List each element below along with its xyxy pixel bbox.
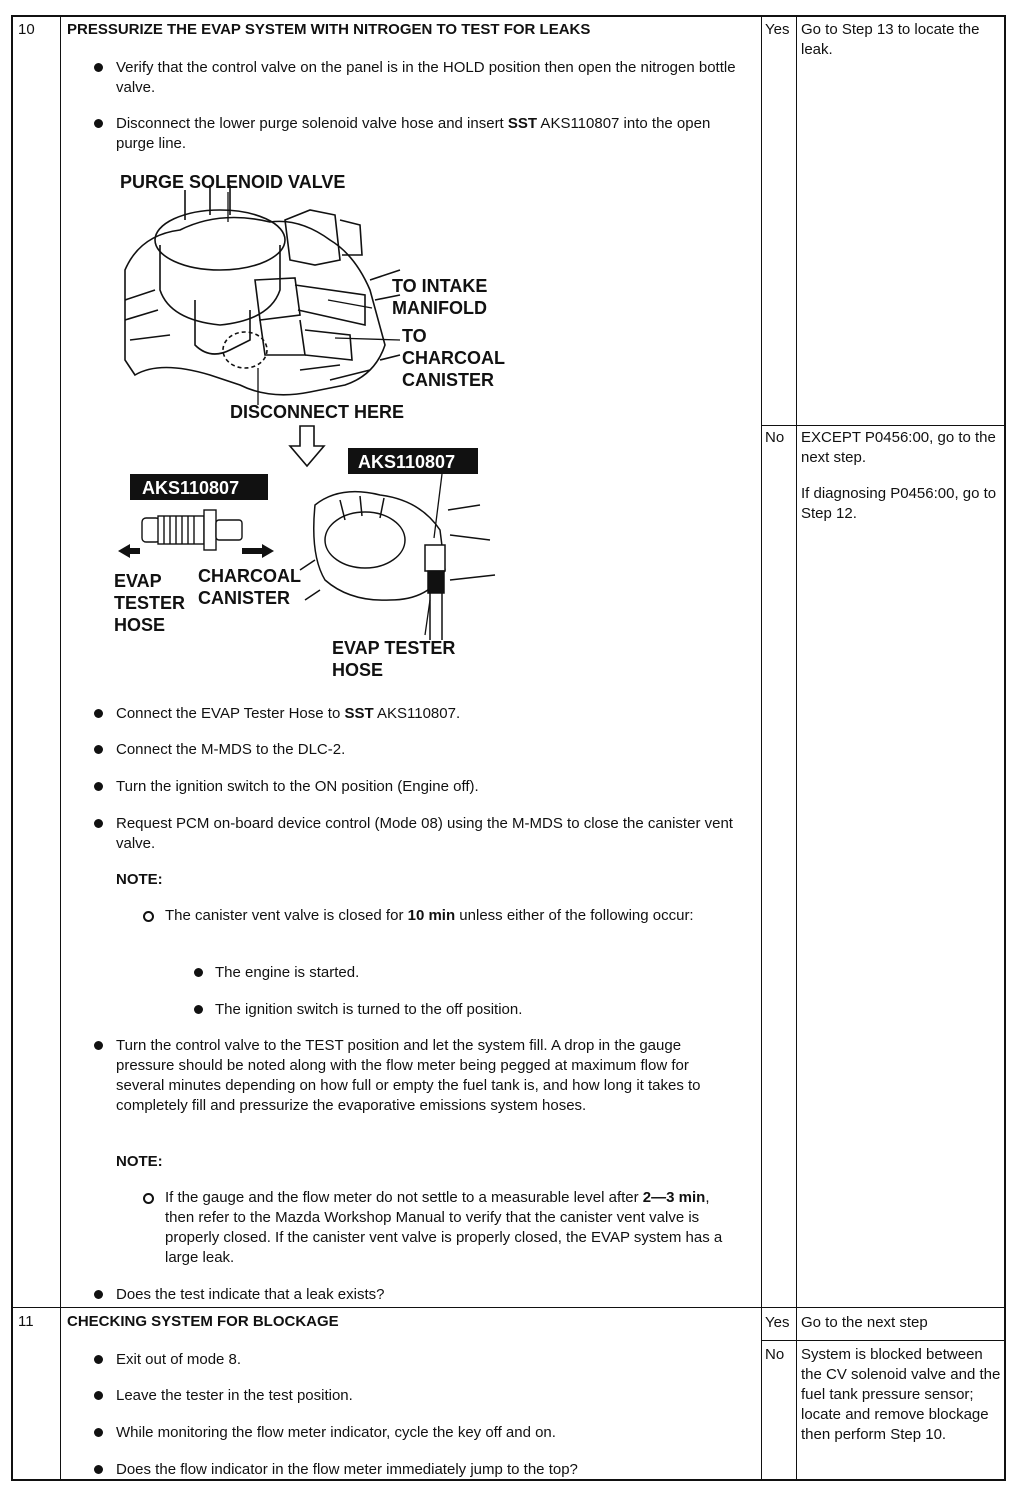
instruction-text: Exit out of mode 8. bbox=[116, 1351, 242, 1368]
step-title: PRESSURIZE THE EVAP SYSTEM WITH NITROGEN TO TEST FOR LEAKS bbox=[67, 21, 591, 38]
yes-action: Go to Step 13 to locate the leak. bbox=[801, 21, 980, 58]
label-to-intake: TO INTAKE bbox=[392, 276, 488, 296]
bullet-icon bbox=[94, 782, 103, 791]
tool-label: AKS110807 bbox=[142, 478, 240, 498]
instruction-text: Connect the EVAP Tester Hose to SST AKS110807. bbox=[116, 705, 461, 722]
adapter-illustration bbox=[142, 510, 242, 550]
label-to-charcoal: CHARCOAL bbox=[402, 348, 505, 368]
column-divider bbox=[761, 15, 762, 1481]
hollow-bullet-icon bbox=[143, 1193, 154, 1204]
bullet-icon bbox=[94, 63, 103, 72]
label-evap-tester-hose: HOSE bbox=[114, 615, 166, 635]
instruction-text: Verify that the control valve on the panel is in the HOLD position then open the nitrogen bottle valve. bbox=[116, 59, 736, 96]
note-text: If the gauge and the flow meter do not settle to a measurable level after 2—3 min, then refer to the Mazda Workshop Manual to verify that the canister vent valve is properly closed. If the canister vent valve is properly closed, the EVAP system has a large leak. bbox=[165, 1189, 723, 1266]
step-number: 10 bbox=[18, 21, 35, 38]
row-divider bbox=[761, 1340, 1006, 1341]
instruction-text: Turn the ignition switch to the ON position (Engine off). bbox=[116, 778, 479, 795]
bullet-icon bbox=[94, 1041, 103, 1050]
label-evap-tester-hose: EVAP bbox=[114, 571, 162, 591]
right-arrow-icon bbox=[242, 544, 274, 558]
bullet-icon bbox=[94, 709, 103, 718]
instruction-text: Request PCM on-board device control (Mode 08) using the M-MDS to close the canister vent valve. bbox=[116, 815, 733, 852]
row-divider bbox=[761, 425, 1006, 426]
instruction-text: Disconnect the lower purge solenoid valve hose and insert SST AKS110807 into the open purge line. bbox=[116, 115, 711, 152]
yes-action: Go to the next step bbox=[801, 1314, 928, 1331]
step-title: CHECKING SYSTEM FOR BLOCKAGE bbox=[67, 1313, 339, 1330]
label-to-charcoal: TO bbox=[402, 326, 427, 346]
label-disconnect: DISCONNECT HERE bbox=[230, 402, 405, 422]
hollow-bullet-icon bbox=[143, 911, 154, 922]
down-arrow-icon bbox=[290, 426, 324, 466]
label-charcoal-canister: CHARCOAL bbox=[198, 566, 301, 586]
instruction-text: While monitoring the flow meter indicator, cycle the key off and on. bbox=[116, 1424, 556, 1441]
note-heading: NOTE: bbox=[116, 871, 163, 888]
yes-label: Yes bbox=[765, 21, 790, 38]
instruction-text: Leave the tester in the test position. bbox=[116, 1387, 353, 1404]
bullet-icon bbox=[94, 1355, 103, 1364]
note-heading: NOTE: bbox=[116, 1153, 163, 1170]
note-text: The engine is started. bbox=[215, 964, 360, 981]
instruction-text: Connect the M-MDS to the DLC-2. bbox=[116, 741, 346, 758]
question-text: Does the flow indicator in the flow meter immediately jump to the top? bbox=[116, 1461, 578, 1478]
bullet-icon bbox=[94, 1465, 103, 1474]
question-text: Does the test indicate that a leak exists? bbox=[116, 1286, 385, 1303]
label-charcoal-canister: CANISTER bbox=[198, 588, 291, 608]
label-to-charcoal: CANISTER bbox=[402, 370, 495, 390]
row-divider bbox=[11, 1307, 1006, 1308]
bullet-icon bbox=[94, 119, 103, 128]
bullet-icon bbox=[94, 745, 103, 754]
no-label: No bbox=[765, 429, 785, 446]
bullet-icon bbox=[194, 1005, 203, 1014]
installed-adapter-illustration bbox=[300, 492, 495, 640]
bullet-icon bbox=[94, 819, 103, 828]
no-action: System is blocked between the CV solenoid valve and the fuel tank pressure sensor; locate and remove blockage then perform Step 10. bbox=[801, 1346, 1001, 1443]
label-evap-tester-hose: EVAP TESTER bbox=[332, 638, 456, 658]
instruction-text: Turn the control valve to the TEST position and let the system fill. A drop in the gauge pressure should be noted along with the flow meter being pegged at maximum flow for several minutes depending on how full or empty the fuel tank is, and how long it takes to completely fill and pressurize the evaporative emissions system hoses. bbox=[116, 1037, 701, 1114]
label-to-intake: MANIFOLD bbox=[392, 298, 487, 318]
bullet-icon bbox=[94, 1290, 103, 1299]
column-divider bbox=[60, 15, 61, 1481]
no-action: If diagnosing P0456:00, go to Step 12. bbox=[801, 485, 997, 522]
label-evap-tester-hose: TESTER bbox=[114, 593, 186, 613]
label-purge-valve: PURGE SOLENOID VALVE bbox=[120, 172, 346, 192]
bullet-icon bbox=[194, 968, 203, 977]
label-evap-tester-hose: HOSE bbox=[332, 660, 384, 680]
purge-valve-diagram bbox=[100, 160, 520, 685]
tool-label: AKS110807 bbox=[358, 452, 456, 472]
no-action: EXCEPT P0456:00, go to the next step. bbox=[801, 429, 996, 466]
no-label: No bbox=[765, 1346, 785, 1363]
note-text: The canister vent valve is closed for 10 min unless either of the following occur: bbox=[165, 907, 694, 924]
engine-illustration bbox=[125, 185, 400, 395]
left-arrow-icon bbox=[118, 544, 140, 558]
column-divider bbox=[796, 15, 797, 1481]
note-text: The ignition switch is turned to the off position. bbox=[215, 1001, 523, 1018]
bullet-icon bbox=[94, 1428, 103, 1437]
bullet-icon bbox=[94, 1391, 103, 1400]
step-number: 11 bbox=[18, 1313, 34, 1330]
yes-label: Yes bbox=[765, 1314, 790, 1331]
